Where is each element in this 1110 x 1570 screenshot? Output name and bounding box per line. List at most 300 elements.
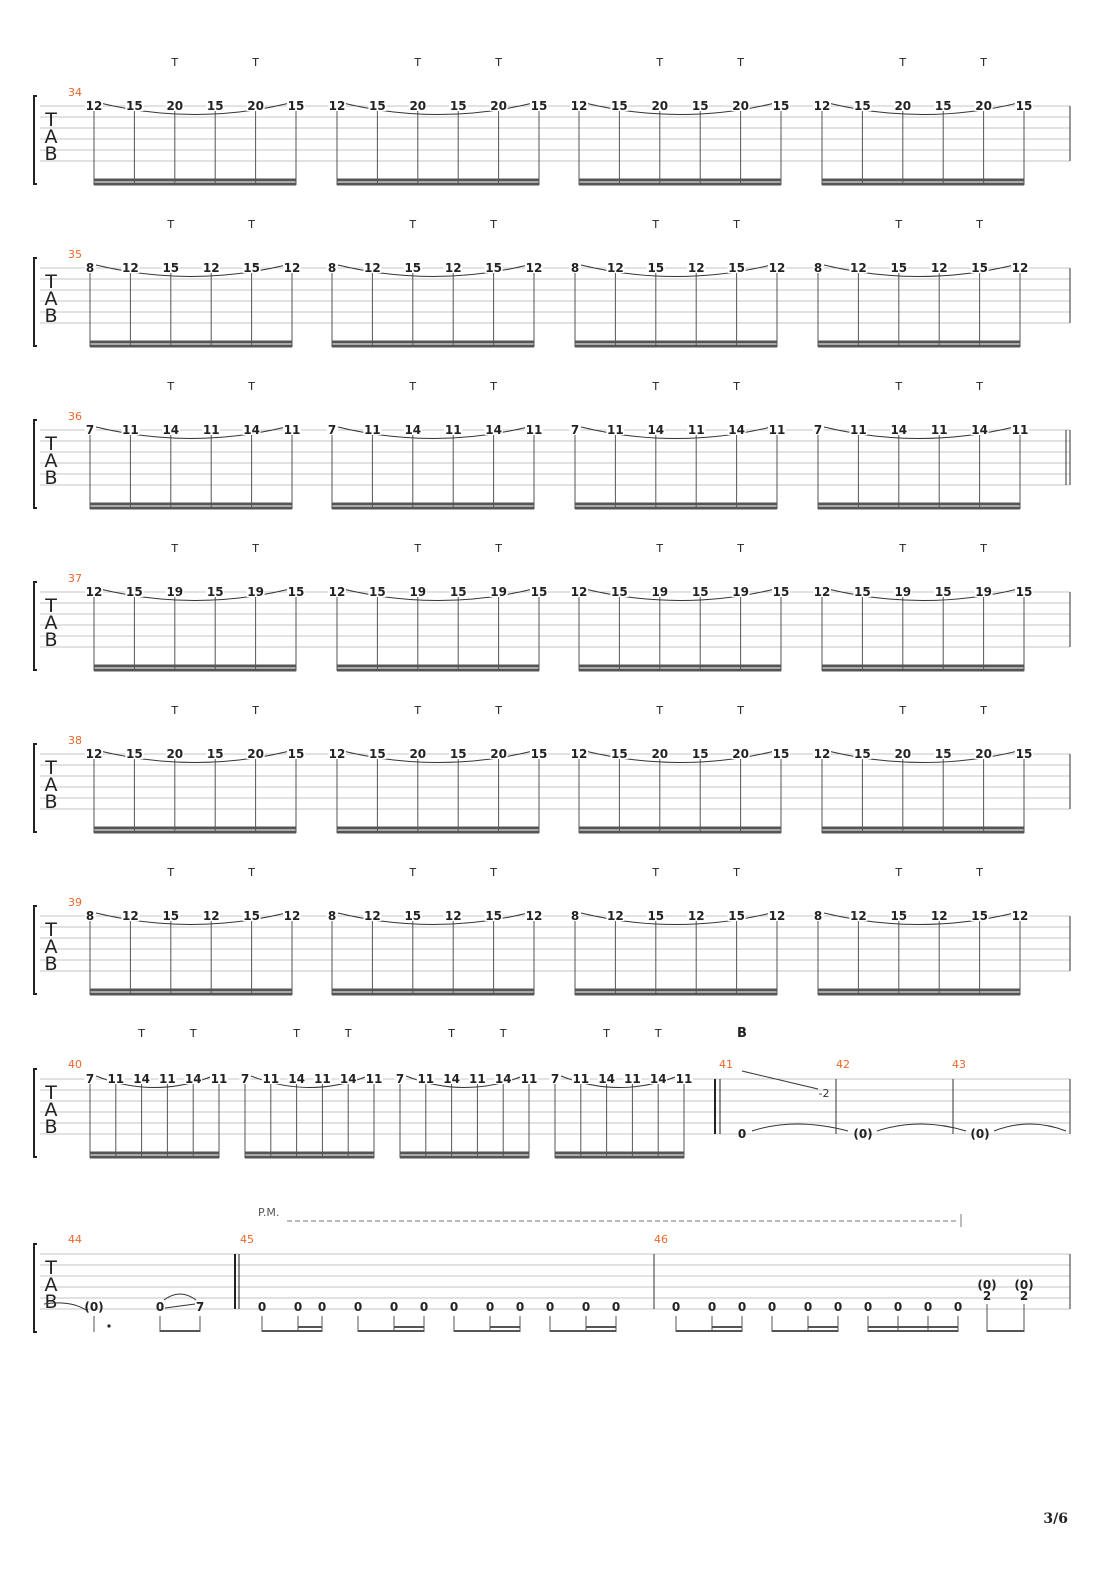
fret-number: 11	[364, 423, 381, 437]
slide-value: -2	[818, 1087, 830, 1100]
fret-number: 14	[728, 423, 745, 437]
tap-marker: T	[737, 56, 744, 69]
fret-number: 8	[570, 261, 580, 275]
tap-marker: T	[252, 542, 259, 555]
slide-line	[165, 1304, 195, 1308]
fret-number: 12	[525, 909, 543, 923]
tap-marker: T	[293, 1027, 300, 1040]
fret-number: 0	[953, 1300, 963, 1314]
tap-marker: T	[252, 704, 259, 717]
tap-marker: T	[248, 380, 255, 393]
slide-line	[742, 1071, 818, 1089]
fret-number: 11	[122, 423, 139, 437]
fret-number: 20	[247, 99, 264, 113]
fret-number: 0	[767, 1300, 777, 1314]
fret-number: 14	[339, 1072, 357, 1086]
tap-marker: T	[409, 380, 417, 393]
fret-number: 12	[850, 909, 867, 923]
fret-number: 20	[409, 99, 427, 113]
fret-number: 12	[85, 585, 103, 599]
tap-marker: T	[495, 56, 502, 69]
fret-number: 20	[247, 747, 264, 761]
fret-number: 15	[854, 747, 871, 761]
fret-number: 8	[327, 909, 337, 923]
tie-arc	[994, 1124, 1066, 1131]
fret-number: 15	[287, 585, 305, 599]
tap-marker: T	[414, 542, 422, 555]
fret-number: 0	[833, 1300, 843, 1314]
fret-number: 15	[890, 261, 908, 275]
fret-number: 15	[530, 99, 548, 113]
fret-number: (0)	[853, 1127, 873, 1141]
fret-number: 19	[975, 585, 992, 599]
measure-number: 42	[836, 1058, 850, 1071]
fret-number: 12	[364, 261, 381, 275]
fret-number: 11	[314, 1072, 331, 1086]
fret-number: 19	[894, 585, 912, 599]
tap-marker: T	[414, 704, 422, 717]
tab-clef-a: A	[44, 612, 58, 634]
fret-number: 11	[624, 1072, 641, 1086]
tap-marker: T	[976, 380, 983, 393]
slur-arc	[164, 1294, 196, 1300]
fret-number: 12	[930, 261, 948, 275]
fret-number: 7	[395, 1072, 405, 1086]
tap-marker: T	[652, 218, 660, 231]
fret-number: 15	[449, 585, 467, 599]
fret-number: 12	[525, 261, 543, 275]
fret-number: 20	[732, 99, 749, 113]
fret-number: 12	[687, 261, 705, 275]
fret-number: 15	[369, 747, 386, 761]
tap-marker: T	[652, 866, 660, 879]
fret-number: 7	[570, 423, 580, 437]
tap-marker: T	[189, 1027, 197, 1040]
fret-number: 0	[671, 1300, 681, 1314]
fret-number: (0)	[970, 1127, 990, 1141]
tap-marker: T	[495, 704, 502, 717]
section-marker: B	[737, 1026, 747, 1041]
tap-marker: T	[167, 218, 175, 231]
tap-marker: T	[737, 704, 744, 717]
tab-clef-a: A	[44, 774, 58, 796]
fret-number: 15	[971, 261, 988, 275]
fret-number: 0	[389, 1300, 399, 1314]
tap-marker: T	[167, 866, 175, 879]
fret-number: 11	[675, 1072, 693, 1086]
fret-number: 0	[707, 1300, 717, 1314]
rhythm-dot	[107, 1324, 110, 1327]
tap-marker: T	[252, 56, 259, 69]
fret-number: 15	[126, 585, 143, 599]
fret-number: 8	[85, 909, 95, 923]
fret-number: 12	[283, 261, 301, 275]
fret-number: 15	[772, 747, 790, 761]
fret-number: 15	[485, 909, 502, 923]
fret-number: 11	[283, 423, 301, 437]
fret-number: 15	[1015, 747, 1033, 761]
fret-number: 15	[404, 261, 422, 275]
fret-number: 11	[1011, 423, 1029, 437]
fret-number: 0	[257, 1300, 267, 1314]
tap-marker: T	[248, 866, 255, 879]
tap-marker: T	[980, 542, 987, 555]
fret-number: 15	[287, 747, 305, 761]
tap-marker: T	[656, 704, 664, 717]
measure-number: 40	[68, 1058, 82, 1071]
fret-number: 15	[449, 747, 467, 761]
fret-number: 12	[1011, 909, 1029, 923]
fret-number: 7	[85, 423, 95, 437]
tap-marker: T	[895, 380, 903, 393]
fret-number: 15	[647, 261, 665, 275]
fret-number: 15	[772, 99, 790, 113]
tab-clef-b: B	[44, 143, 58, 165]
tap-marker: T	[495, 542, 502, 555]
fret-number: 12	[570, 585, 588, 599]
fret-number: 14	[184, 1072, 202, 1086]
system-bracket	[34, 420, 37, 508]
tap-marker: T	[899, 542, 907, 555]
page-number: 3/6	[1043, 1511, 1068, 1527]
fret-number: 15	[206, 747, 224, 761]
measure-number: 36	[68, 410, 82, 423]
fret-number: 20	[894, 747, 912, 761]
fret-number: 11	[525, 423, 543, 437]
tap-marker: T	[409, 218, 417, 231]
tap-marker: T	[409, 866, 417, 879]
system-bracket	[34, 258, 37, 346]
tab-clef-t: T	[45, 109, 57, 131]
fret-number: 12	[283, 909, 301, 923]
tab-clef-t: T	[45, 757, 57, 779]
fret-number: 7	[195, 1300, 205, 1314]
tap-marker: T	[414, 56, 422, 69]
fret-number: 15	[162, 909, 180, 923]
measure-number: 34	[68, 86, 82, 99]
fret-number: 0	[611, 1300, 621, 1314]
fret-number: 15	[772, 585, 790, 599]
fret-number: 14	[288, 1072, 305, 1086]
fret-number: 15	[934, 747, 952, 761]
fret-number: 12	[364, 909, 381, 923]
tab-clef-b: B	[44, 1116, 58, 1138]
fret-number: 19	[247, 585, 264, 599]
fret-number: 0	[923, 1300, 933, 1314]
fret-number: 11	[607, 423, 624, 437]
fret-number: 15	[404, 909, 422, 923]
tap-marker: T	[895, 218, 903, 231]
tab-clef-a: A	[44, 1274, 58, 1296]
fret-number: 2	[982, 1289, 992, 1303]
fret-number: 14	[494, 1072, 512, 1086]
fret-number: 11	[444, 423, 462, 437]
measure-number: 46	[654, 1233, 668, 1246]
measure-number: 44	[68, 1233, 82, 1246]
fret-number: 15	[611, 99, 628, 113]
measure-number: 41	[719, 1058, 733, 1071]
measure-number: 45	[240, 1233, 254, 1246]
fret-number: 12	[122, 261, 139, 275]
tab-clef-t: T	[45, 1257, 57, 1279]
tab-clef-t: T	[45, 919, 57, 941]
tap-marker: T	[733, 866, 740, 879]
fret-number: 15	[369, 585, 386, 599]
fret-number: 20	[975, 99, 992, 113]
fret-number: 20	[732, 747, 749, 761]
tap-marker: T	[448, 1027, 455, 1040]
fret-number: 0	[317, 1300, 327, 1314]
fret-number: (0)	[84, 1300, 104, 1314]
fret-number: 14	[890, 423, 908, 437]
fret-number: 12	[607, 261, 624, 275]
fret-number: 12	[202, 909, 220, 923]
fret-number: 19	[166, 585, 184, 599]
tap-marker: T	[980, 704, 987, 717]
fret-number: 7	[240, 1072, 250, 1086]
tab-clef-t: T	[45, 1082, 57, 1104]
fret-number: 14	[443, 1072, 460, 1086]
system-bracket	[34, 1069, 37, 1157]
fret-number: 15	[728, 909, 745, 923]
tap-marker: T	[976, 218, 983, 231]
fret-number: 19	[732, 585, 749, 599]
fret-number: 15	[934, 585, 952, 599]
tap-marker: T	[733, 218, 740, 231]
fret-number: 0	[545, 1300, 555, 1314]
fret-number: 11	[572, 1072, 590, 1086]
system-bracket	[34, 906, 37, 994]
fret-number: 12	[768, 909, 786, 923]
fret-number: 11	[159, 1072, 176, 1086]
tab-clef-b: B	[44, 305, 58, 327]
tap-marker: T	[980, 56, 987, 69]
fret-number: 8	[813, 261, 823, 275]
fret-number: 15	[530, 585, 548, 599]
fret-number: 20	[651, 99, 669, 113]
tab-clef-a: A	[44, 1099, 58, 1121]
fret-number: 11	[107, 1072, 125, 1086]
fret-number: 15	[1015, 585, 1033, 599]
fret-number: 11	[850, 423, 867, 437]
fret-number: 19	[490, 585, 507, 599]
measure-number: 43	[952, 1058, 966, 1071]
fret-number: 11	[469, 1072, 486, 1086]
tap-marker: T	[490, 380, 497, 393]
fret-number: 15	[691, 99, 709, 113]
fret-number: 8	[813, 909, 823, 923]
tab-clef-b: B	[44, 953, 58, 975]
tab-clef-t: T	[45, 433, 57, 455]
tab-clef-a: A	[44, 288, 58, 310]
fret-number: 14	[647, 423, 665, 437]
fret-number: 8	[327, 261, 337, 275]
fret-number: 15	[449, 99, 467, 113]
fret-number: 12	[813, 99, 831, 113]
fret-number: 12	[328, 747, 346, 761]
fret-number: 15	[243, 261, 260, 275]
fret-number: 0	[581, 1300, 591, 1314]
fret-number: 12	[607, 909, 624, 923]
fret-number: 15	[854, 585, 871, 599]
fret-number: 19	[409, 585, 427, 599]
tab-clef-t: T	[45, 271, 57, 293]
tap-marker: T	[603, 1027, 610, 1040]
fret-number: 20	[166, 99, 184, 113]
fret-number: 12	[850, 261, 867, 275]
fret-number: 0	[419, 1300, 429, 1314]
fret-number: 20	[894, 99, 912, 113]
fret-number: 12	[202, 261, 220, 275]
tap-marker: T	[167, 380, 175, 393]
tab-clef-b: B	[44, 1291, 58, 1313]
tab-clef-a: A	[44, 126, 58, 148]
fret-number: 14	[404, 423, 422, 437]
tap-marker: T	[656, 56, 664, 69]
fret-number: 11	[365, 1072, 383, 1086]
fret-number: 15	[287, 99, 305, 113]
tap-marker: T	[652, 380, 660, 393]
fret-number: 11	[210, 1072, 228, 1086]
fret-number: 14	[162, 423, 180, 437]
fret-number: 8	[85, 261, 95, 275]
fret-number: 15	[1015, 99, 1033, 113]
fret-number: 15	[206, 585, 224, 599]
tap-marker: T	[499, 1027, 507, 1040]
fret-number: 12	[328, 99, 346, 113]
fret-number: 12	[85, 747, 103, 761]
fret-number: 19	[651, 585, 669, 599]
measure-number: 35	[68, 248, 82, 261]
fret-number: (0)	[1014, 1278, 1034, 1292]
fret-number: 12	[444, 261, 462, 275]
fret-number: 14	[598, 1072, 615, 1086]
fret-number: 12	[570, 99, 588, 113]
tap-marker: T	[248, 218, 255, 231]
fret-number: 11	[687, 423, 705, 437]
palm-mute-label: P.M.	[258, 1206, 280, 1219]
fret-number: 15	[934, 99, 952, 113]
tap-marker: T	[899, 56, 907, 69]
tap-marker: T	[976, 866, 983, 879]
fret-number: 15	[691, 585, 709, 599]
tap-marker: T	[656, 542, 664, 555]
tap-marker: T	[895, 866, 903, 879]
fret-number: 11	[930, 423, 948, 437]
fret-number: 12	[768, 261, 786, 275]
fret-number: 11	[262, 1072, 280, 1086]
tap-marker: T	[733, 380, 740, 393]
tab-clef-a: A	[44, 450, 58, 472]
fret-number: 12	[813, 747, 831, 761]
tap-marker: T	[490, 866, 497, 879]
fret-number: 2	[1019, 1289, 1029, 1303]
system-bracket	[34, 744, 37, 832]
fret-number: 14	[243, 423, 260, 437]
fret-number: 20	[409, 747, 427, 761]
tap-marker: T	[344, 1027, 352, 1040]
fret-number: 15	[530, 747, 548, 761]
fret-number: 20	[490, 747, 507, 761]
fret-number: 0	[863, 1300, 873, 1314]
fret-number: 15	[691, 747, 709, 761]
tap-marker: T	[737, 542, 744, 555]
tap-marker: T	[654, 1027, 662, 1040]
fret-number: 15	[854, 99, 871, 113]
tab-clef-t: T	[45, 595, 57, 617]
tap-marker: T	[490, 218, 497, 231]
fret-number: 15	[206, 99, 224, 113]
fret-number: 0	[737, 1300, 747, 1314]
tab-clef-a: A	[44, 936, 58, 958]
fret-number: 12	[1011, 261, 1029, 275]
fret-number: 14	[649, 1072, 667, 1086]
fret-number: (0)	[977, 1278, 997, 1292]
measure-number: 38	[68, 734, 82, 747]
fret-number: 0	[155, 1300, 165, 1314]
system-bracket	[34, 96, 37, 184]
fret-number: 12	[930, 909, 948, 923]
fret-number: 0	[353, 1300, 363, 1314]
fret-number: 0	[803, 1300, 813, 1314]
system-bracket	[34, 1244, 37, 1332]
fret-number: 11	[768, 423, 786, 437]
tab-clef-b: B	[44, 467, 58, 489]
tap-marker: T	[138, 1027, 145, 1040]
fret-number: 12	[687, 909, 705, 923]
tap-marker: T	[171, 56, 179, 69]
fret-number: 8	[570, 909, 580, 923]
fret-number: 12	[328, 585, 346, 599]
fret-number: 15	[728, 261, 745, 275]
fret-number: 15	[611, 747, 628, 761]
tap-marker: T	[171, 542, 179, 555]
fret-number: 20	[975, 747, 992, 761]
tab-clef-b: B	[44, 791, 58, 813]
fret-number: 15	[971, 909, 988, 923]
fret-number: 11	[520, 1072, 538, 1086]
measure-number: 39	[68, 896, 82, 909]
fret-number: 7	[813, 423, 823, 437]
fret-number: 15	[126, 99, 143, 113]
fret-number: 15	[611, 585, 628, 599]
fret-number: 15	[162, 261, 180, 275]
fret-number: 20	[490, 99, 507, 113]
tap-marker: T	[171, 704, 179, 717]
fret-number: 11	[202, 423, 220, 437]
fret-number: 12	[122, 909, 139, 923]
fret-number: 15	[369, 99, 386, 113]
fret-number: 12	[570, 747, 588, 761]
tie-arc	[752, 1124, 848, 1131]
fret-number: 0	[893, 1300, 903, 1314]
fret-number: 11	[417, 1072, 435, 1086]
fret-number: 15	[243, 909, 260, 923]
fret-number: 12	[444, 909, 462, 923]
fret-number: 20	[651, 747, 669, 761]
fret-number: 7	[327, 423, 337, 437]
fret-number: 14	[133, 1072, 150, 1086]
fret-number: 12	[85, 99, 103, 113]
fret-number: 14	[485, 423, 502, 437]
fret-number: 7	[550, 1072, 560, 1086]
fret-number: 15	[126, 747, 143, 761]
fret-number: 0	[737, 1127, 747, 1141]
fret-number: 15	[485, 261, 502, 275]
fret-number: 0	[515, 1300, 525, 1314]
system-bracket	[34, 582, 37, 670]
fret-number: 12	[813, 585, 831, 599]
